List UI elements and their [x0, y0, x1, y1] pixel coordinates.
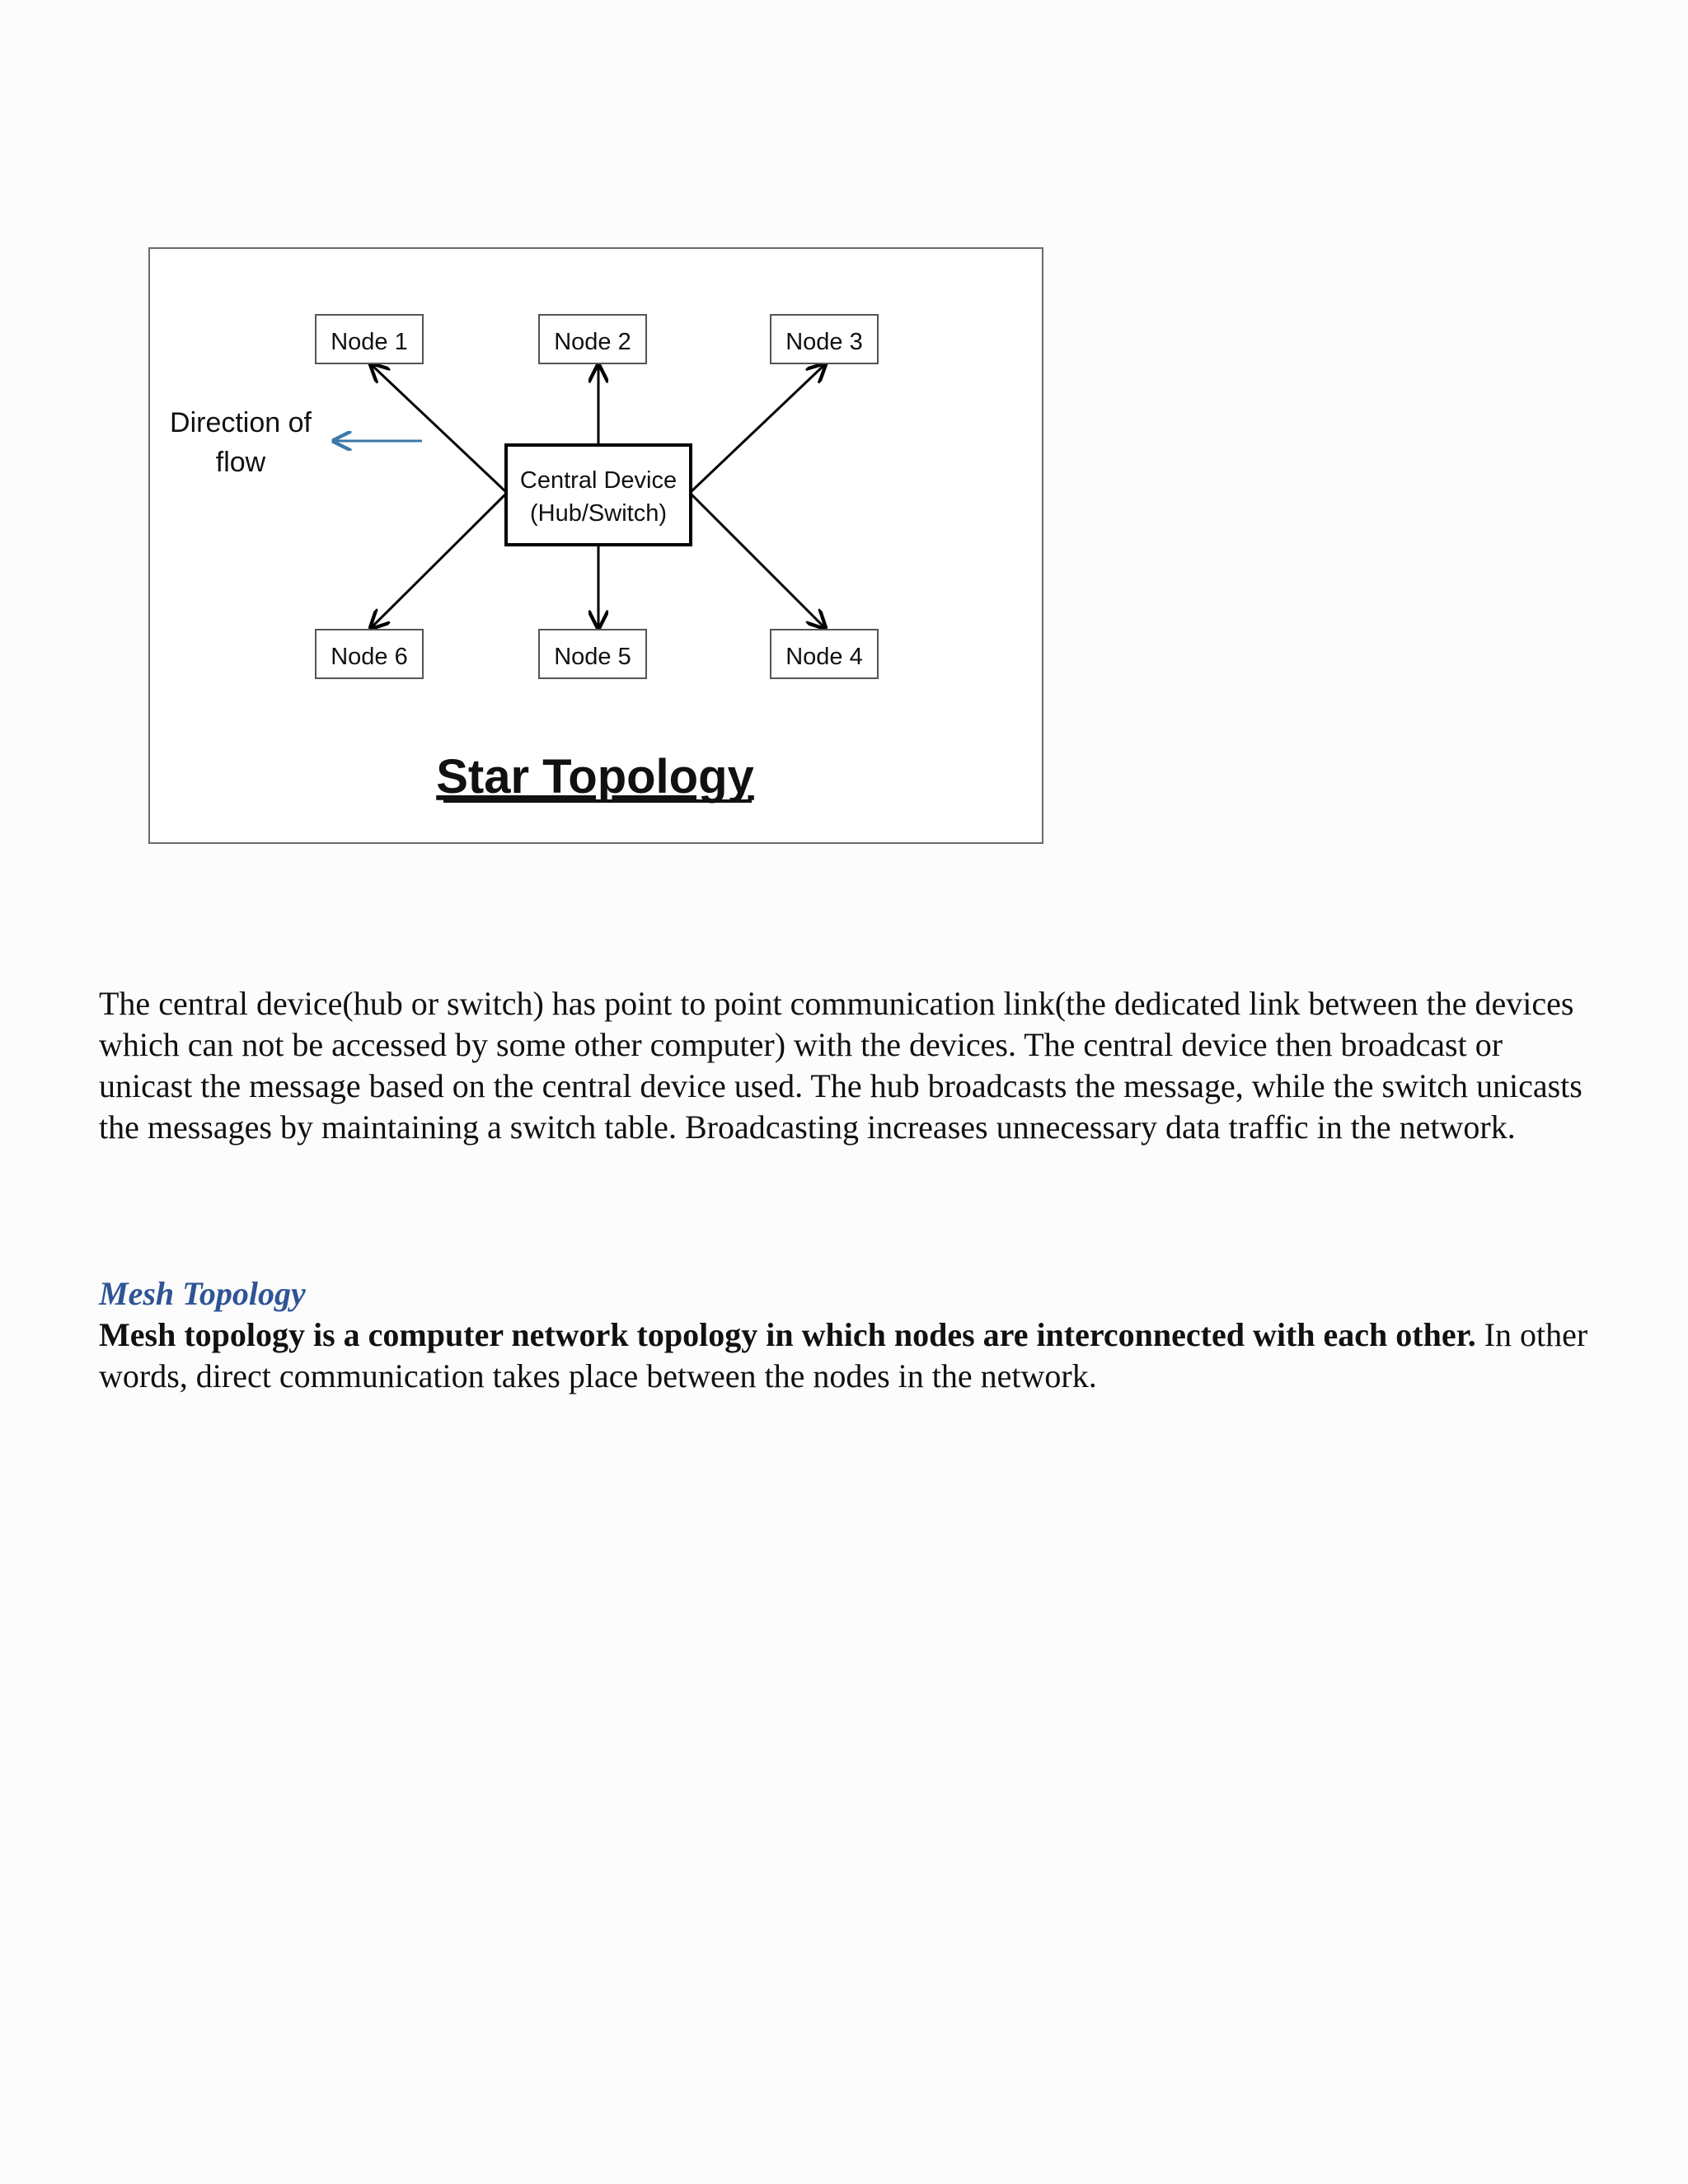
- node-2-label: Node 2: [554, 329, 631, 355]
- link-node-4: [691, 494, 825, 628]
- mesh-definition-bold: Mesh topology is a computer network topology in which nodes are interconnected with each other.: [99, 1316, 1476, 1353]
- link-node-1: [371, 364, 506, 492]
- central-device-box: [506, 445, 691, 545]
- mesh-definition-rest: In other words, direct communication takes place between the nodes in the network.: [99, 1316, 1588, 1394]
- node-1-label: Node 1: [331, 329, 408, 355]
- direction-label-line2: flow: [215, 447, 266, 478]
- link-node-6: [371, 494, 506, 628]
- direction-label-line1: Direction of: [170, 407, 312, 438]
- star-description-paragraph: The central device(hub or switch) has point to point communication link(the dedicated link between the devices which can not be accessed by some other computer) with the devices. The central device then broadcast or unicast the message based on the central device used. The hub broadcasts the message, while the switch unicasts the messages by maintaining a switch table. Broadcasting increases unnecessary data traffic in the network.: [99, 985, 1582, 1146]
- link-node-3: [691, 364, 825, 492]
- mesh-definition-paragraph: [99, 1315, 1599, 1397]
- central-device-label-line2: (Hub/Switch): [530, 500, 667, 527]
- node-3-label: Node 3: [785, 329, 863, 355]
- mesh-topology-heading: Mesh Topology: [99, 1275, 306, 1312]
- diagram-canvas: [150, 249, 1045, 846]
- central-device-label-line1: Central Device: [519, 467, 678, 494]
- node-6-label: Node 6: [331, 644, 408, 670]
- node-5-label: Node 5: [554, 644, 631, 670]
- diagram-title: Star Topology: [436, 750, 754, 804]
- star-topology-diagram: [148, 247, 1043, 844]
- node-4-label: Node 4: [785, 644, 863, 670]
